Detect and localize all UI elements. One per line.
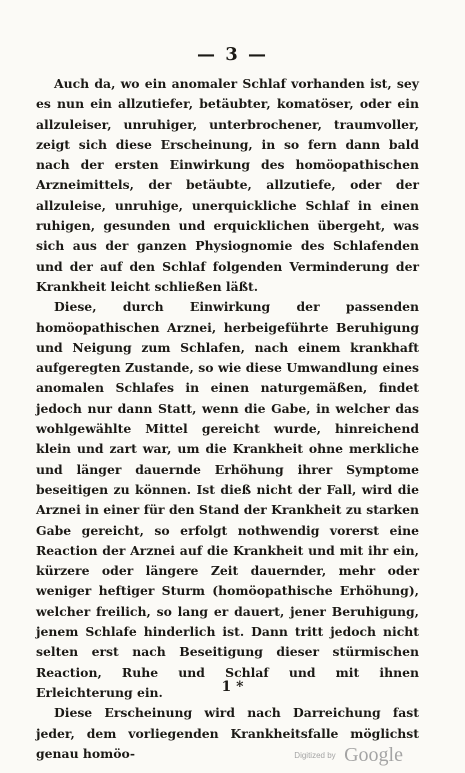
watermark-text: Digitized by [294, 751, 336, 760]
digitized-watermark [294, 744, 403, 767]
google-logo: Google [344, 744, 403, 766]
paragraph: Auch da, wo ein anomaler Schlaf vorhanden ist, sey es nun ein allzutiefer, betäubter, komatöser, oder ein allzuleiser, unruhiger, unterbrochener, traumvoller, zeigt sich diese Erscheinung, in so fern dann bald nach der ersten Einwirkung des homöopathischen Arzneimittels, der betäubte, allzutiefe, oder der allzuleise, unruhige, unerquickliche Schlaf in einen ruhigen, gesunden und erquicklichen übergeht, was sich aus der ganzen Physiognomie des Schlafenden und der auf den Schlaf folgenden Verminderung der Krankheit leicht schließen läßt. [36, 76, 419, 294]
paragraph: Diese Erscheinung wird nach Darreichung fast jeder, dem vorliegenden Krankheitsfalle möglichst genau homöo- [36, 705, 419, 761]
paragraph: Diese, durch Einwirkung der passenden homöopathischen Arznei, herbeigeführte Beruhigung und Neigung zum Schlafen, nach einem krankhaft aufgeregten Zustande, so wie diese Umwandlung eines anomalen Schlafes in einen naturgemäßen, findet jedoch nur dann Statt, wenn die Gabe, in welcher das wohlgewählte Mittel gereicht wurde, hinreichend klein und zart war, um die Krankheit ohne merkliche und länger dauernde Erhöhung ihrer Symptome beseitigen zu können. Ist dieß nicht der Fall, wird die Arznei in einer für den Stand der Krankheit zu starken Gabe gereicht, so erfolgt nothwendig vorerst eine Reaction der Arznei auf die Krankheit und mit ihr ein, kürzere oder längere Zeit dauernder, mehr oder weniger heftiger Sturm (homöopathische Erhöhung), welcher freilich, so lang er dauert, jener Beruhigung, jenem Schlafe hinderlich ist. Dann tritt jedoch nicht selten erst nach Beseitigung dieser stürmischen Reaction, Ruhe und Schlaf und mit ihnen Erleichterung ein. [36, 299, 419, 700]
body-text [36, 74, 419, 764]
page-number: — 3 — [196, 44, 269, 65]
signature-mark: 1 * [221, 679, 244, 695]
